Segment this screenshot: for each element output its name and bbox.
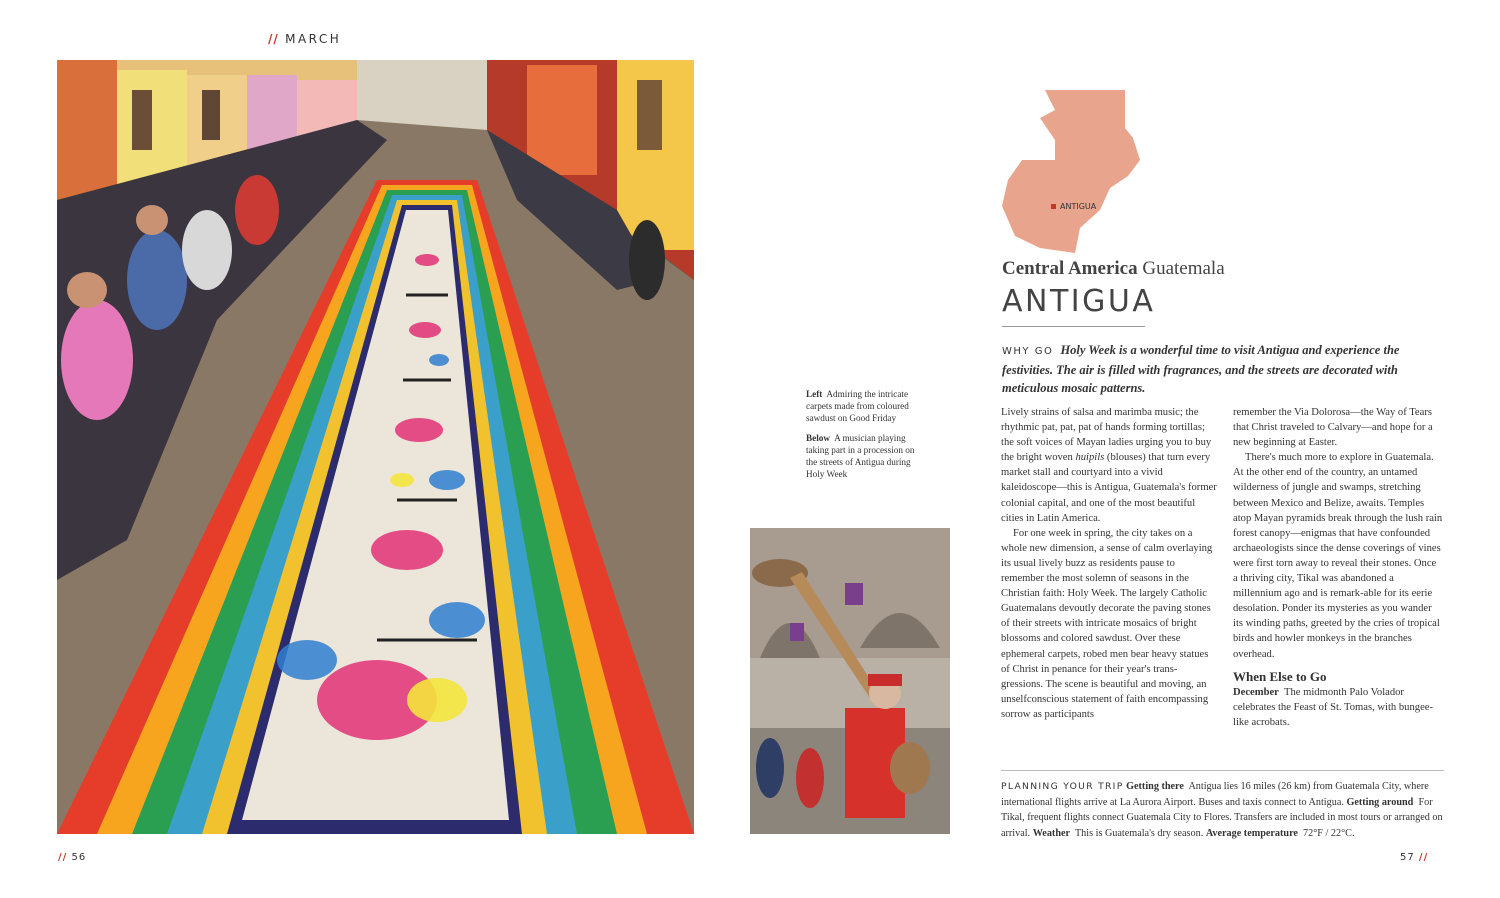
getting-around-text: For Tikal, frequent flights connect Guatemala City to Flores. Transfers are included in most tours or arranged on arrival. [1001,796,1443,839]
planning-your-trip [1001,779,1445,841]
photo-captions [806,388,918,488]
country-name: Guatemala [1142,258,1225,279]
planning-rule [1001,770,1444,771]
destination-title: ANTIGUA [1002,284,1156,319]
why-go-label: WHY GO [1002,346,1054,357]
getting-around-label: Getting around [1346,796,1414,808]
body-column-2 [1233,405,1443,730]
running-header-month [268,32,341,46]
why-go-text: Holy Week is a wonderful time to visit Antigua and experience the festivities. The air is filled with fragrances, and the streets are decorated with meticulous mosaic patterns. [1002,343,1400,395]
body-column-1 [1001,405,1219,722]
body-paragraph-1 [1001,405,1219,526]
section-marker: // [268,32,279,46]
folio-left [58,852,86,863]
when-else-month: December [1233,686,1279,698]
caption-left [806,388,918,424]
temperature-label: Average temperature [1205,827,1298,839]
antigua-marker [1051,204,1056,209]
region-heading [1002,258,1225,280]
getting-there-text: Antigua lies 16 miles (26 km) from Guatemala City, where international flights arrive at La Aurora Airport. Buses and taxis connect to Antigua. [1001,781,1429,808]
caption-below-text: A musician playing taking part in a procession on the streets of Antigua during Holy Week [806,433,915,479]
getting-there-label: Getting there [1126,781,1184,792]
guatemala-outline [1002,90,1140,253]
when-else-description: The midmonth Palo Volador celebrates the Feast of St. Tomas, with bungee-like acrobats. [1233,686,1433,728]
folio-right-marker: // [1418,852,1429,863]
body-p1-text-a: Lively strains of salsa and marimba music; the rhythmic pat, pat, pat of hands forming tortillas; the soft voices of Mayan ladies urging you to buy the bright woven [1001,407,1212,464]
temperature-text: 72°F / 22°C. [1303,827,1355,839]
title-rule [1002,326,1145,327]
caption-left-label: Left [806,389,823,399]
folio-left-marker: // [58,852,68,863]
planning-label: PLANNING YOUR TRIP [1001,781,1124,792]
page-number-left: 56 [71,852,87,863]
page-number-right: 57 [1400,852,1415,863]
month-label: MARCH [285,32,342,46]
body-paragraph-2: For one week in spring, the city takes on a whole new dimension, a sense of calm overlaying its usual lively buzz as residents pause to remember the most solemn of seasons in the Christian faith: Holy Week. The largely Catholic Guatemalans devoutly decorate the paving stones of their streets with intricate mosaics of bright blossoms and colored sawdust. Over these ephemeral carpets, robed men bear heavy statues of Christ in penance for their year's trans-gressions. The scene is beautiful and moving, an unselfconscious statement of faith encompassing sorrow as participants [1001,527,1213,720]
main-photo-sawdust-carpet [57,60,694,834]
body-paragraph-3: There's much more to explore in Guatemala. At the other end of the country, an untamed wilderness of jungle and swamps, stretching between Mexico and Belize, awaits. Temples atop Mayan pyramids break through the lush rain forest canopy—enigmas that have confounded archaeologists since the dense coverings of vines were first torn away to reveal their stones. Once a thriving city, Tikal was abandoned a millennium ago and is remark-able for its eerie desolation. Ponder its mysteries as you wander its winding paths, greeted by the cries of tropical birds and howler monkeys in the branches overhead. [1233,452,1443,660]
weather-label: Weather [1032,827,1071,839]
caption-left-text: Admiring the intricate carpets made from coloured sawdust on Good Friday [806,389,909,423]
when-else-text [1233,685,1443,730]
body-p1-italic: huipils [1075,452,1105,464]
map-label-antigua: ANTIGUA [1060,202,1097,211]
caption-below [806,432,918,480]
why-go-intro [1002,341,1422,397]
caption-below-label: Below [806,433,830,443]
region-name: Central America [1002,258,1138,279]
musician-photo [750,528,950,834]
weather-text: This is Guatemala's dry season. [1074,827,1204,839]
when-else-heading: When Else to Go [1233,668,1327,684]
folio-right [1400,852,1428,863]
body-p1-text-b: (blouses) that turn every market stall and courtyard into a vivid kaleidoscope—this is Antigua, Guatemala's former colonial capital, and one of the most beautiful cities in Latin America. [1001,452,1217,524]
body-paragraph-2-continued: remember the Via Dolorosa—the Way of Tears that Christ traveled to Calvary—and hope for a new beginning at Easter. [1233,407,1433,449]
guatemala-map [1000,88,1145,273]
